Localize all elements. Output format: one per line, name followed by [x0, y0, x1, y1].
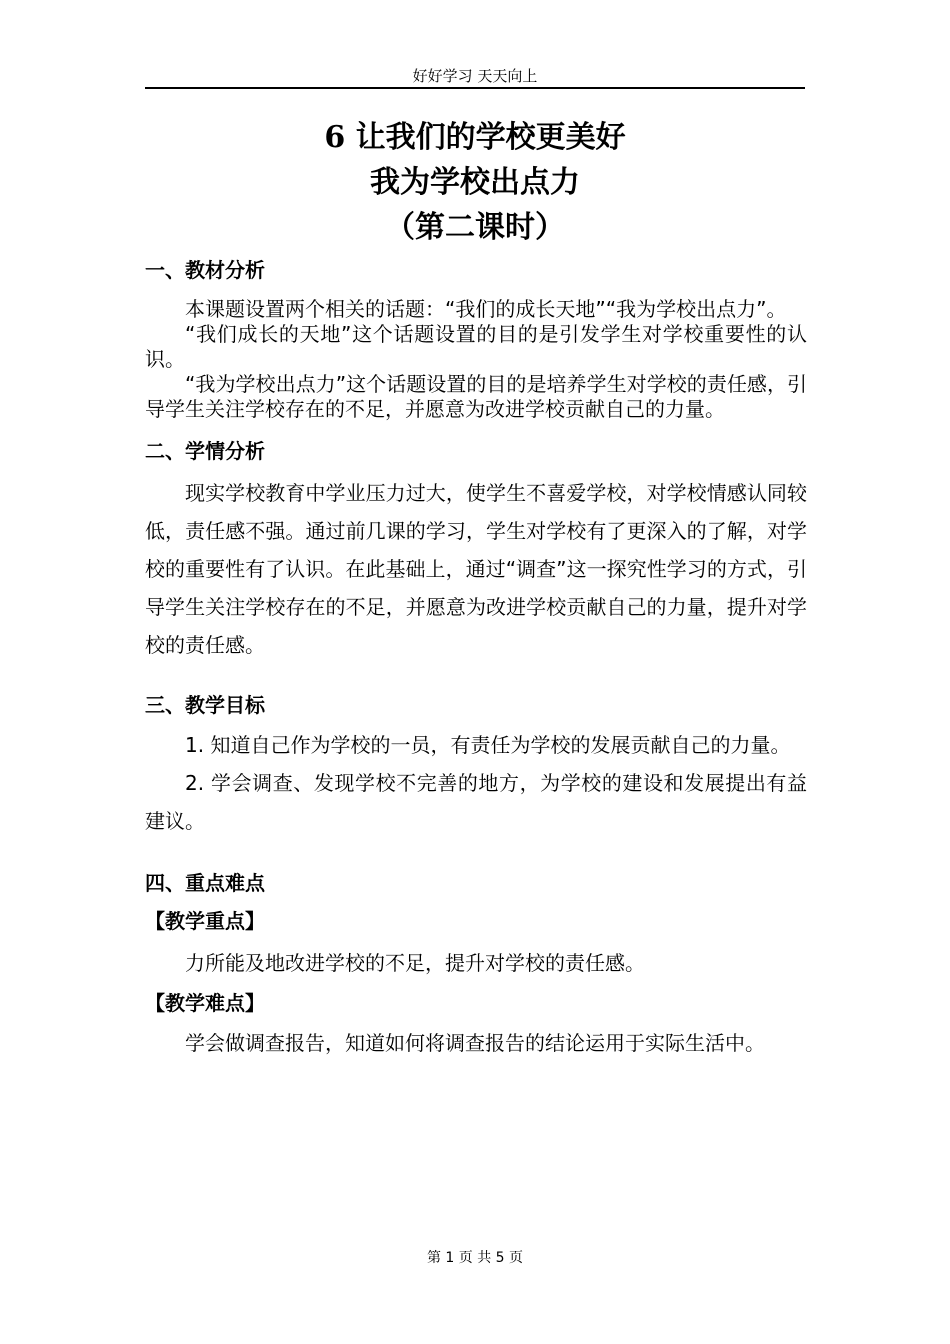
paragraph: 力所能及地改进学校的不足，提升对学校的责任感。	[185, 951, 645, 975]
paragraph: “我为学校出点力”这个话题设置的目的是培养学生对学校的责任感，引导学生关注学校存在的不足，并愿意为改进学校贡献自己的力量。	[145, 372, 807, 421]
section-heading-2: 二、学情分析	[145, 439, 265, 463]
document-title	[145, 115, 805, 250]
key-point-label: 【教学重点】	[145, 909, 265, 933]
difficulty-label: 【教学难点】	[145, 991, 265, 1015]
paragraph: 学会做调查报告，知道如何将调查报告的结论运用于实际生活中。	[185, 1031, 765, 1055]
title-line-2: 我为学校出点力	[370, 165, 580, 200]
header-divider	[145, 87, 805, 89]
paragraph: 本课题设置两个相关的话题：“我们的成长天地”“我为学校出点力”。	[185, 297, 787, 321]
section-heading-1: 一、教材分析	[145, 258, 265, 282]
document-body	[145, 255, 807, 1062]
section-heading-4: 四、重点难点	[145, 871, 265, 895]
title-line-1: 6 让我们的学校更美好	[324, 120, 626, 155]
page-header: 好好学习 天天向上	[412, 67, 538, 85]
paragraph: 1. 知道自己作为学校的一员，有责任为学校的发展贡献自己的力量。	[185, 733, 791, 757]
section-heading-3: 三、教学目标	[145, 693, 265, 717]
page-footer: 第 1 页 共 5 页	[426, 1250, 524, 1266]
title-line-3: （第二课时）	[385, 210, 565, 245]
paragraph: 2. 学会调查、发现学校不完善的地方，为学校的建设和发展提出有益建议。	[145, 771, 807, 833]
paragraph: “我们成长的天地”这个话题设置的目的是引发学生对学校重要性的认识。	[145, 322, 807, 371]
paragraph: 现实学校教育中学业压力过大，使学生不喜爱学校，对学校情感认同较低，责任感不强。通过前几课的学习，学生对学校有了更深入的了解，对学校的重要性有了认识。在此基础上，通过“调查”这一探究性学习的方式，引导学生关注学校存在的不足，并愿意为改进学校贡献自己的力量，提升对学校的责任感。	[145, 481, 807, 657]
